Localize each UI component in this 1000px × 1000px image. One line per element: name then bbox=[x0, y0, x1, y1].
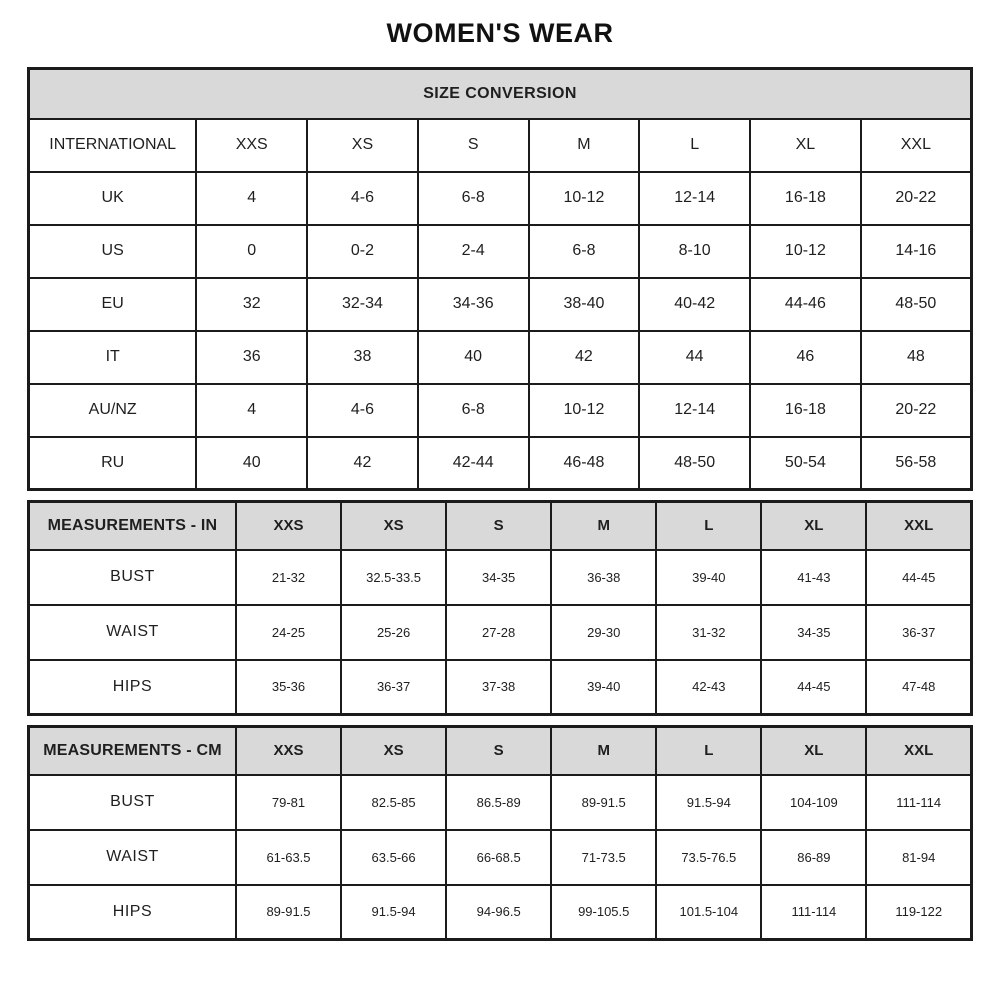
cell: 34-35 bbox=[761, 605, 866, 660]
cell: 39-40 bbox=[551, 660, 656, 715]
table-row bbox=[29, 172, 972, 225]
table-title-row bbox=[29, 69, 972, 119]
cell: 25-26 bbox=[341, 605, 446, 660]
cell: 0-2 bbox=[307, 225, 418, 278]
size-label: XXL bbox=[866, 727, 971, 775]
size-label: S bbox=[446, 502, 551, 550]
size-header-row bbox=[29, 727, 972, 775]
cell: 20-22 bbox=[861, 172, 972, 225]
cell: 40 bbox=[196, 437, 307, 490]
cell: 42 bbox=[529, 331, 640, 384]
cell: 86.5-89 bbox=[446, 775, 551, 830]
size-label: S bbox=[418, 119, 529, 172]
page-title: WOMEN'S WEAR bbox=[386, 18, 614, 48]
row-label: UK bbox=[29, 172, 197, 225]
cell: 119-122 bbox=[866, 885, 971, 940]
cell: 42-44 bbox=[418, 437, 529, 490]
cell: 56-58 bbox=[861, 437, 972, 490]
row-label: HIPS bbox=[29, 660, 236, 715]
cell: 46 bbox=[750, 331, 861, 384]
row-label: HIPS bbox=[29, 885, 236, 940]
cell: 44-45 bbox=[866, 550, 971, 605]
cell: 21-32 bbox=[236, 550, 341, 605]
measurements-in-table bbox=[27, 500, 973, 716]
cell: 10-12 bbox=[529, 384, 640, 437]
cell: 32-34 bbox=[307, 278, 418, 331]
cell: 6-8 bbox=[418, 384, 529, 437]
size-label: XXL bbox=[861, 119, 972, 172]
cell: 35-36 bbox=[236, 660, 341, 715]
cell: 6-8 bbox=[418, 172, 529, 225]
cell: 46-48 bbox=[529, 437, 640, 490]
cell: 42-43 bbox=[656, 660, 761, 715]
cell: 10-12 bbox=[750, 225, 861, 278]
cell: 10-12 bbox=[529, 172, 640, 225]
size-label: S bbox=[446, 727, 551, 775]
cell: 89-91.5 bbox=[236, 885, 341, 940]
row-label: WAIST bbox=[29, 830, 236, 885]
cell: 4-6 bbox=[307, 172, 418, 225]
cell: 94-96.5 bbox=[446, 885, 551, 940]
cell: 12-14 bbox=[639, 384, 750, 437]
size-label: M bbox=[551, 727, 656, 775]
cell: 44-46 bbox=[750, 278, 861, 331]
cell: 24-25 bbox=[236, 605, 341, 660]
cell: 4 bbox=[196, 172, 307, 225]
cell: 66-68.5 bbox=[446, 830, 551, 885]
cell: 99-105.5 bbox=[551, 885, 656, 940]
table-row bbox=[29, 225, 972, 278]
cell: 40-42 bbox=[639, 278, 750, 331]
cell: 36 bbox=[196, 331, 307, 384]
cell: 36-37 bbox=[866, 605, 971, 660]
size-label: XXS bbox=[236, 727, 341, 775]
measurements-cm-table bbox=[27, 725, 973, 941]
size-label: L bbox=[656, 502, 761, 550]
size-label: L bbox=[656, 727, 761, 775]
cell: 16-18 bbox=[750, 172, 861, 225]
cell: 48-50 bbox=[639, 437, 750, 490]
table-row bbox=[29, 550, 972, 605]
measurements-cm-title: MEASUREMENTS - CM bbox=[29, 727, 236, 775]
cell: 16-18 bbox=[750, 384, 861, 437]
cell: 47-48 bbox=[866, 660, 971, 715]
cell: 27-28 bbox=[446, 605, 551, 660]
cell: 37-38 bbox=[446, 660, 551, 715]
cell: 79-81 bbox=[236, 775, 341, 830]
cell: 4-6 bbox=[307, 384, 418, 437]
size-conversion-title: SIZE CONVERSION bbox=[29, 69, 972, 119]
cell: 41-43 bbox=[761, 550, 866, 605]
table-row bbox=[29, 331, 972, 384]
row-label: EU bbox=[29, 278, 197, 331]
row-label: INTERNATIONAL bbox=[29, 119, 197, 172]
table-row bbox=[29, 885, 972, 940]
row-label: AU/NZ bbox=[29, 384, 197, 437]
cell: 6-8 bbox=[529, 225, 640, 278]
cell: 31-32 bbox=[656, 605, 761, 660]
cell: 44 bbox=[639, 331, 750, 384]
cell: 2-4 bbox=[418, 225, 529, 278]
cell: 71-73.5 bbox=[551, 830, 656, 885]
table-row bbox=[29, 605, 972, 660]
row-label: BUST bbox=[29, 775, 236, 830]
cell: 48 bbox=[861, 331, 972, 384]
row-label: RU bbox=[29, 437, 197, 490]
cell: 39-40 bbox=[656, 550, 761, 605]
size-label: M bbox=[529, 119, 640, 172]
cell: 111-114 bbox=[866, 775, 971, 830]
cell: 12-14 bbox=[639, 172, 750, 225]
size-label: XL bbox=[761, 727, 866, 775]
cell: 86-89 bbox=[761, 830, 866, 885]
cell: 34-35 bbox=[446, 550, 551, 605]
cell: 32.5-33.5 bbox=[341, 550, 446, 605]
cell: 73.5-76.5 bbox=[656, 830, 761, 885]
cell: 81-94 bbox=[866, 830, 971, 885]
cell: 111-114 bbox=[761, 885, 866, 940]
row-label: WAIST bbox=[29, 605, 236, 660]
size-label: M bbox=[551, 502, 656, 550]
size-label: XS bbox=[341, 502, 446, 550]
table-row bbox=[29, 278, 972, 331]
cell: 4 bbox=[196, 384, 307, 437]
size-header-row bbox=[29, 119, 972, 172]
size-label: XXS bbox=[236, 502, 341, 550]
size-label: XL bbox=[761, 502, 866, 550]
cell: 82.5-85 bbox=[341, 775, 446, 830]
table-row bbox=[29, 384, 972, 437]
row-label: IT bbox=[29, 331, 197, 384]
cell: 63.5-66 bbox=[341, 830, 446, 885]
table-row bbox=[29, 775, 972, 830]
cell: 36-37 bbox=[341, 660, 446, 715]
cell: 38-40 bbox=[529, 278, 640, 331]
size-label: L bbox=[639, 119, 750, 172]
cell: 42 bbox=[307, 437, 418, 490]
size-conversion-table bbox=[27, 67, 973, 491]
row-label: US bbox=[29, 225, 197, 278]
size-label: XS bbox=[307, 119, 418, 172]
cell: 50-54 bbox=[750, 437, 861, 490]
cell: 32 bbox=[196, 278, 307, 331]
measurements-in-title: MEASUREMENTS - IN bbox=[29, 502, 236, 550]
cell: 14-16 bbox=[861, 225, 972, 278]
cell: 34-36 bbox=[418, 278, 529, 331]
cell: 40 bbox=[418, 331, 529, 384]
cell: 8-10 bbox=[639, 225, 750, 278]
cell: 48-50 bbox=[861, 278, 972, 331]
cell: 89-91.5 bbox=[551, 775, 656, 830]
cell: 101.5-104 bbox=[656, 885, 761, 940]
size-label: XS bbox=[341, 727, 446, 775]
cell: 0 bbox=[196, 225, 307, 278]
cell: 44-45 bbox=[761, 660, 866, 715]
table-row bbox=[29, 830, 972, 885]
cell: 91.5-94 bbox=[341, 885, 446, 940]
size-header-row bbox=[29, 502, 972, 550]
table-row bbox=[29, 660, 972, 715]
cell: 20-22 bbox=[861, 384, 972, 437]
size-label: XL bbox=[750, 119, 861, 172]
table-row bbox=[29, 437, 972, 490]
cell: 91.5-94 bbox=[656, 775, 761, 830]
row-label: BUST bbox=[29, 550, 236, 605]
cell: 29-30 bbox=[551, 605, 656, 660]
cell: 104-109 bbox=[761, 775, 866, 830]
cell: 36-38 bbox=[551, 550, 656, 605]
cell: 61-63.5 bbox=[236, 830, 341, 885]
size-label: XXS bbox=[196, 119, 307, 172]
cell: 38 bbox=[307, 331, 418, 384]
size-label: XXL bbox=[866, 502, 971, 550]
